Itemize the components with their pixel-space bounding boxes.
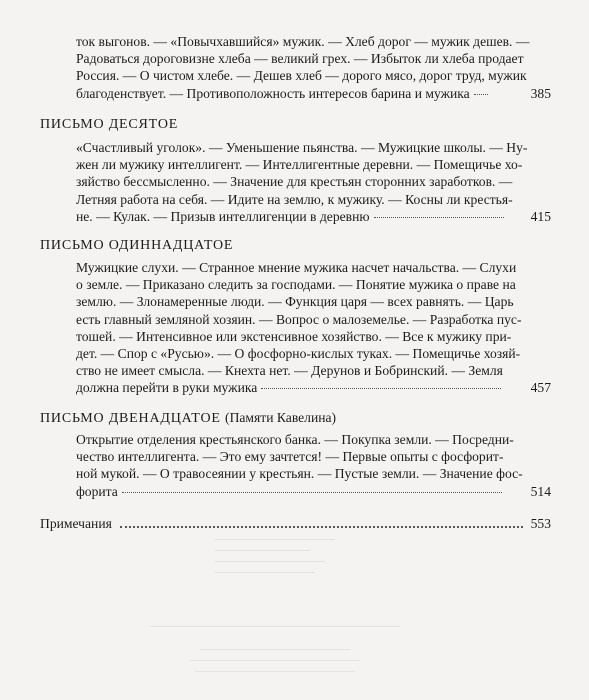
toc-line: зяйство бессмысленно. — Значение для крестьян сторонних заработков. —: [76, 174, 513, 190]
toc-line: о земле. — Приказано следить за господами. — Понятие мужика о праве на: [76, 277, 516, 293]
bleed-through-text: [215, 528, 365, 573]
toc-line: Открытие отделения крестьянского банка. — Покупка земли. — Посредни-: [76, 432, 514, 447]
section-heading-letter-10: ПИСЬМО ДЕСЯТОЕ: [40, 117, 179, 132]
toc-line: есть главный земляной хозяин. — Вопрос о малоземелье. — Разработка пус-: [76, 311, 522, 327]
notes-label: Примечания: [40, 516, 112, 531]
section-heading-text: ПИСЬМО ДВЕНАДЦАТОЕ: [40, 411, 221, 426]
toc-line: Летняя работа на себя. — Идите на землю, к мужику. — Косны ли крестья-: [76, 191, 513, 207]
toc-line: ток выгонов. — «Повычхавшийся» мужик. — Хлеб дорог — мужик дешев. —: [76, 34, 530, 49]
section-heading-letter-12: [40, 410, 336, 427]
leader-dots: [122, 492, 502, 493]
toc-line: тошей. — Интенсивное или экстенсивное хозяйство. — Все к мужику при-: [76, 328, 512, 344]
toc-line: форита: [76, 483, 118, 499]
toc-line: Мужицкие слухи. — Странное мнение мужика насчет начальства. — Слухи: [76, 260, 517, 275]
page-number: 385: [530, 85, 551, 101]
bleed-through-text-2: [150, 620, 410, 676]
page-number: 514: [530, 483, 551, 499]
toc-line: должна перейти в руки мужика: [76, 380, 258, 396]
page-number: 415: [530, 208, 551, 224]
toc-line: не. — Кулак. — Призыв интеллигенции в деревню: [76, 208, 370, 224]
page-number: 553: [530, 516, 551, 531]
section-heading-letter-11: ПИСЬМО ОДИННАДЦАТОЕ: [40, 238, 234, 253]
toc-entry-letter-10: [76, 139, 551, 225]
leader-dots: [261, 388, 501, 389]
toc-line: благоденствует. — Противоположность интересов барина и мужика: [76, 85, 470, 101]
leader-dots: [474, 94, 488, 95]
leader-dots: [374, 217, 504, 218]
section-heading-dedication: (Памяти Кавелина): [225, 410, 337, 425]
toc-entry-notes: [40, 515, 551, 532]
toc-line: чество интеллигента. — Это ему зачтется! — Первые опыты с фосфорит-: [76, 449, 504, 465]
toc-line: ной мукой. — О травосеянии у крестьян. — Пустые земли. — Значение фос-: [76, 466, 523, 482]
toc-line: «Счастливый уголок». — Уменьшение пьянства. — Мужицкие школы. — Ну-: [76, 140, 528, 155]
toc-entry-letter-11: [76, 259, 551, 397]
toc-line: ство не имеет смысла. — Кнехта нет. — Дерунов и Бобринский. — Земля: [76, 363, 503, 379]
toc-line: землю. — Злонамеренные люди. — Функция царя — всех равнять. — Царь: [76, 294, 514, 310]
toc-line: дет. — Спор с «Русью». — О фосфорно-кислых туках. — Помещичье хозяй-: [76, 346, 521, 362]
toc-entry-intro: [76, 33, 551, 102]
toc-line: жен ли мужику интеллигент. — Интеллигентные деревни. — Помещичье хо-: [76, 157, 523, 173]
page-number: 457: [530, 380, 551, 396]
toc-entry-letter-12: [76, 431, 551, 500]
leader-dots: [120, 526, 523, 528]
toc-line: Россия. — О чистом хлебе. — Дешев хлеб — дорого мясо, дорог труд, мужик: [76, 68, 527, 84]
toc-line: Радоваться дороговизне хлеба — великий грех. — Избыток ли хлеба продает: [76, 51, 524, 67]
